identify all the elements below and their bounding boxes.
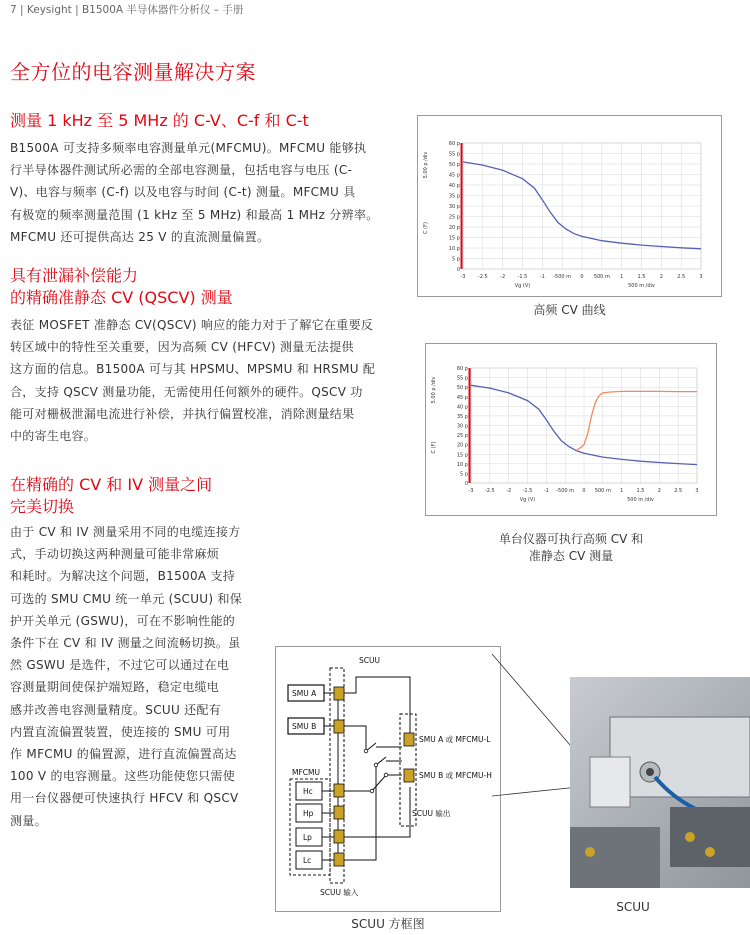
y-tick-label: 50 p [456,385,468,392]
text-line: 行半导体器件测试所必需的全部电容测量，包括电容与电压 (C- [10,163,353,178]
y-tick-label: 30 p [448,204,460,210]
x-tick-label: 2.5 [674,488,683,494]
y-axis-scale-label: 5.00 p /div [431,376,437,404]
page-header: 7 | Keysight | B1500A 半导体器件分析仪 – 手册 [10,4,244,16]
heading-line: 的精确准静态 CV (QSCV) 测量 [10,288,233,307]
x-tick-label: 500 m [593,274,610,280]
scuu-diagram-caption: SCUU 方框图 [351,917,425,931]
caption-line: 单台仪器可执行高频 CV 和 [498,532,644,546]
text-line: 内置直流偏置装置，使连接的 SMU 可用 [10,724,231,739]
x-tick-label: 1 [620,488,624,494]
scuu-label: SCUU [359,656,380,665]
x-tick-label: -3 [460,274,466,280]
x-tick-label: 0 [580,274,584,280]
y-tick-label: 50 p [448,162,460,168]
text-line: 条件下在 CV 和 IV 测量之间流畅切换。虽 [10,636,241,651]
scuu-out-label: SCUU 输出 [412,809,451,818]
y-tick-label: 30 p [456,423,468,430]
hfcv-caption: 高频 CV 曲线 [533,303,606,317]
section1-heading: 测量 1 kHz 至 5 MHz 的 C-V、C-f 和 C-t [10,111,309,130]
x-tick-label: 3 [699,274,703,280]
text-line: V)、电容与频率 (C-f) 以及电容与时间 (C-t) 测量。MFCMU 具 [10,185,356,200]
section2-body [10,314,375,447]
text-line: 测量。 [10,813,47,828]
y-tick-label: 0 [456,267,460,273]
y-tick-label: 60 p [456,366,468,372]
y-tick-label: 45 p [456,394,468,401]
text-line: 容测量期间使保护端短路，稳定电缆电 [10,680,220,695]
x-tick-label: 1 [620,274,624,280]
text-line: 有极宽的频率测量范围 (1 kHz 至 5 MHz) 和最高 1 MHz 分辨率。 [10,207,379,222]
text-line: 可选的 SMU CMU 统一单元 (SCUU) 和保 [10,591,243,606]
x-tick-label: 2 [659,274,663,280]
text-line: 这方面的信息。B1500A 可与其 HPSMU、MPSMU 和 HRSMU 配 [10,362,376,377]
section2-heading [10,265,233,309]
hfcv-chart [418,116,721,296]
x-tick-label: 1.5 [636,488,645,494]
text-line: 感并改善电容测量精度。SCUU 还配有 [10,702,222,717]
y-tick-label: 40 p [448,183,460,189]
heading-line: 在精确的 CV 和 IV 测量之间 [10,475,213,494]
x-tick-label: -500 m [553,274,572,280]
y-tick-label: 5 p [452,256,460,263]
x-axis-scale-label: 500 m /div [628,283,655,289]
out-b-label: SMU B 或 MFCMU-H [419,771,492,780]
y-tick-label: 15 p [456,452,468,459]
x-tick-label: -2.5 [484,488,495,494]
text-line: 式，手动切换这两种测量可能非常麻烦 [10,547,220,562]
y-tick-label: 20 p [456,442,468,449]
qscv-caption [425,531,717,565]
x-tick-label: 500 m [594,488,611,494]
y-tick-label: 15 p [448,235,460,242]
text-line: 中的寄生电容。 [10,429,97,444]
text-line: B1500A 可支持多频率电容测量单元(MFCMU)。MFCMU 能够执 [10,141,367,155]
x-tick-label: -2 [506,488,512,494]
x-axis-scale-label: 500 m /div [627,497,654,503]
y-tick-label: 55 p [448,151,460,158]
x-tick-label: 0 [582,488,586,494]
y-tick-label: 0 [464,481,468,487]
y-tick-label: 35 p [448,193,460,200]
text-line: 100 V 的电容测量。这些功能使您只需使 [10,769,236,784]
lc-label: Lc [303,856,312,865]
x-tick-label: -1.5 [517,274,528,280]
text-line: 由于 CV 和 IV 测量采用不同的电缆连接方 [10,525,241,539]
text-line: 作 MFCMU 的偏置源，进行直流偏置高达 [10,747,237,762]
scuu-diagram [275,646,501,912]
hfcv-figure [417,115,722,297]
heading-line: 具有泄漏补偿能力 [10,266,139,285]
x-tick-label: -3 [468,488,474,494]
y-tick-label: 5 p [460,471,468,478]
text-line: 表征 MOSFET 准静态 CV(QSCV) 响应的能力对于了解它在重要反 [10,318,374,332]
scuu-diagram-svg [276,647,500,911]
y-tick-label: 25 p [448,214,460,221]
x-tick-label: -1 [543,488,549,494]
text-line: 能可对栅极泄漏电流进行补偿，并执行偏置校准，消除测量结果 [10,406,355,421]
smu-b-label: SMU B [292,722,317,731]
text-line: MFCMU 还可提供高达 25 V 的直流测量偏置。 [10,229,270,244]
x-tick-label: -1.5 [522,488,533,494]
text-line: 合，支持 QSCV 测量功能，无需使用任何额外的硬件。QSCV 功 [10,384,363,399]
y-tick-label: 45 p [448,172,460,179]
text-line: 护开关单元 (GSWU)，可在不影响性能的 [10,613,236,628]
photo-caption: SCUU [616,900,650,914]
text-line: 和耗时。为解决这个问题，B1500A 支持 [10,569,236,584]
mfcmu-label: MFCMU [292,768,320,777]
x-axis-label: Vg (V) [514,283,531,289]
scuu-in-label: SCUU 输入 [320,888,359,897]
y-axis-scale-label: 5.00 p /div [423,151,429,179]
scuu-photo-drawing [570,677,750,888]
caption-line: 准静态 CV 测量 [528,549,614,563]
qscv-chart [426,344,716,515]
heading-line: 完美切换 [10,497,75,516]
text-line: 用一台仪器便可快速执行 HFCV 和 QSCV [10,791,239,806]
text-line: 转区域中的特性至关重要，因为高频 CV (HFCV) 测量无法提供 [10,340,354,355]
x-axis-label: Vg (V) [519,497,536,503]
y-tick-label: 25 p [456,433,468,440]
x-tick-label: 2 [657,488,661,494]
y-tick-label: 40 p [456,404,468,411]
y-tick-label: 10 p [448,246,460,252]
x-tick-label: -2.5 [477,274,488,280]
x-tick-label: -1 [539,274,545,280]
section3-body [10,521,242,832]
y-tick-label: 10 p [456,461,468,468]
page-title: 全方位的电容测量解决方案 [10,60,256,84]
y-tick-label: 35 p [456,413,468,420]
lp-label: Lp [303,833,312,842]
x-tick-label: 2.5 [677,274,686,280]
scuu-photo [570,677,750,888]
hp-label: Hp [303,809,314,818]
out-a-label: SMU A 或 MFCMU-L [419,735,491,744]
x-tick-label: 1.5 [637,274,646,280]
y-tick-label: 60 p [448,141,460,147]
hc-label: Hc [303,787,313,796]
qscv-figure [425,343,717,516]
y-axis-label: C (F) [431,441,437,454]
x-tick-label: 3 [695,488,699,494]
section1-body [10,137,379,248]
y-tick-label: 20 p [448,225,460,231]
y-axis-label: C (F) [423,222,429,234]
x-tick-label: -500 m [556,488,575,494]
section3-heading [10,474,212,518]
y-tick-label: 55 p [456,375,468,382]
text-line: 然 GSWU 是选件，不过它可以通过在电 [10,658,230,673]
smu-a-label: SMU A [292,689,317,698]
x-tick-label: -2 [500,274,506,280]
